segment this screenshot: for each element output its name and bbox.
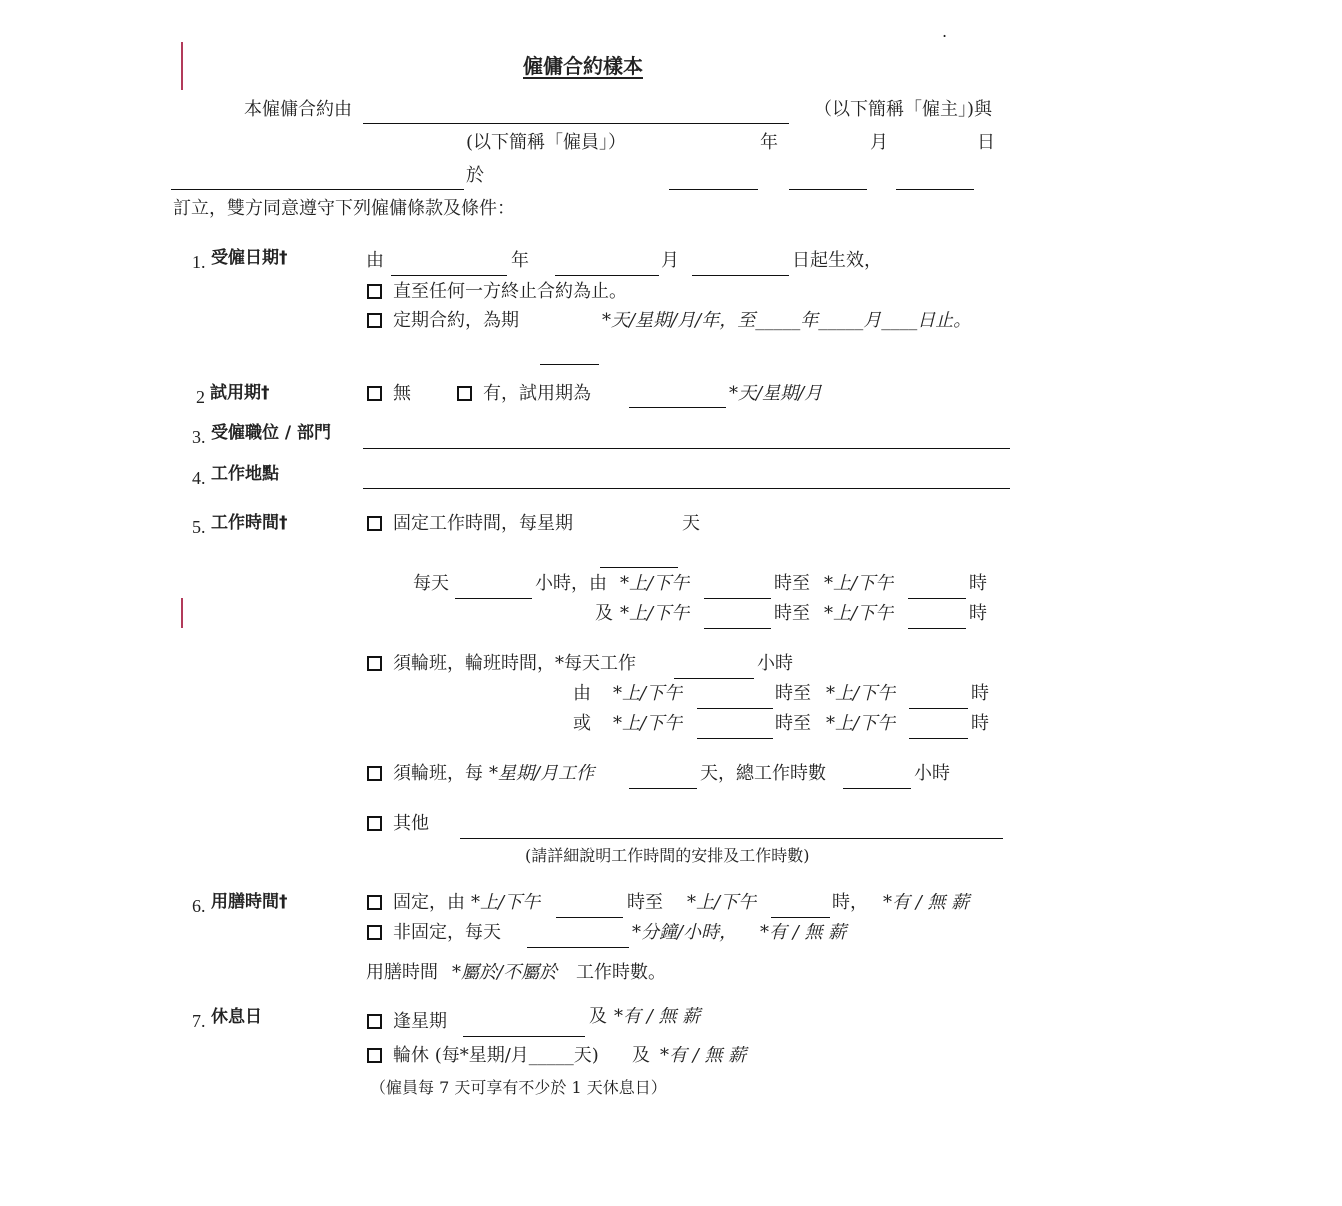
hour-label: 時: [971, 713, 989, 734]
meal-suffix: 工作時數。: [576, 962, 666, 983]
option-shift-daily: 須輪班，輪班時間，*每天工作: [393, 653, 636, 674]
daily-hours-field[interactable]: [455, 598, 532, 599]
start-hour-field-2[interactable]: [704, 628, 771, 629]
ampm-label: *上/下午: [687, 892, 757, 913]
days-per-week-field[interactable]: [600, 567, 678, 568]
days-label: 天: [682, 513, 700, 534]
meal-duration-field[interactable]: [527, 947, 629, 948]
hour-label: 時: [969, 573, 987, 594]
ampm-label: *上/下午: [613, 713, 683, 734]
day-field[interactable]: [896, 189, 974, 190]
month-label: 月: [661, 250, 679, 271]
section-label: 受僱日期†: [211, 248, 288, 268]
ampm-label: *上/下午: [620, 603, 690, 624]
shift-end-field-2[interactable]: [909, 738, 968, 739]
checkbox-until-terminated[interactable]: [367, 284, 382, 299]
meal-prefix: 用膳時間: [366, 962, 438, 983]
year-label: 年: [511, 250, 529, 271]
intro-prefix: 本僱傭合約由: [244, 99, 352, 120]
to-label: 時至: [774, 573, 810, 594]
start-year-field[interactable]: [391, 275, 507, 276]
section-number: 4.: [192, 468, 206, 488]
month-field[interactable]: [789, 189, 867, 190]
meal-end-field[interactable]: [771, 917, 830, 918]
section-label: 試用期†: [210, 383, 270, 403]
start-day-field[interactable]: [692, 275, 789, 276]
intro-agreement: 訂立，雙方同意遵守下列僱傭條款及條件：: [173, 198, 515, 219]
option-yes: 有，試用期為: [483, 383, 591, 404]
revision-mark: [181, 598, 183, 628]
start-hour-field[interactable]: [704, 598, 771, 599]
probation-unit: *天/星期/月: [729, 383, 823, 404]
to-label: 時至: [775, 683, 811, 704]
option-fixed-meal: 固定，由: [393, 892, 465, 913]
ampm-label: *上/下午: [826, 683, 896, 704]
option-fixed-hours: 固定工作時間，每星期: [393, 513, 573, 534]
shift-start-field[interactable]: [697, 708, 773, 709]
paid-option: *有 / 無 薪: [760, 922, 847, 943]
section-number: 5.: [192, 517, 206, 537]
probation-length-field[interactable]: [629, 407, 726, 408]
section-label: 工作地點: [211, 464, 279, 484]
end-hour-field-2[interactable]: [908, 628, 966, 629]
checkbox-shift-daily[interactable]: [367, 656, 382, 671]
and-label: 及: [632, 1045, 650, 1066]
paid-option: *有 / 無 薪: [614, 1006, 701, 1027]
from-label: 由: [366, 250, 384, 271]
at-label: 於: [466, 165, 484, 186]
option-nonfixed-meal: 非固定，每天: [393, 922, 501, 943]
section-label: 用膳時間†: [211, 892, 288, 912]
section-number: 6.: [192, 896, 206, 916]
other-hours-field[interactable]: [460, 838, 1003, 839]
start-month-field[interactable]: [555, 275, 659, 276]
option-rotating-rest: 輪休 (每*星期/月_____天): [393, 1045, 599, 1066]
or-label: 或: [573, 713, 591, 734]
fixed-term-units: *天/星期/月/年，至_____年_____月____日止。: [602, 310, 972, 331]
other-note: (請詳細說明工作時間的安排及工作時數): [525, 846, 810, 865]
year-label: 年: [760, 132, 778, 153]
hour-label: 時: [971, 683, 989, 704]
checkbox-nonfixed-meal[interactable]: [367, 925, 382, 940]
shift-start-field-2[interactable]: [697, 738, 773, 739]
checkbox-probation[interactable]: [457, 386, 472, 401]
day-label: 日: [977, 132, 995, 153]
shift-period-unit: *星期/月工作: [489, 763, 595, 784]
to-label: 時至: [775, 713, 811, 734]
hours-label: 小時: [757, 653, 793, 674]
option-fixed-term: 定期合約，為期: [393, 310, 519, 331]
checkbox-no-probation[interactable]: [367, 386, 382, 401]
to-label: 時至: [774, 603, 810, 624]
employer-note: （以下簡稱「僱主」)與: [814, 99, 993, 120]
to-label: 時至: [627, 892, 663, 913]
checkbox-fixed-hours[interactable]: [367, 516, 382, 531]
checkbox-shift-period[interactable]: [367, 766, 382, 781]
option-weekly-rest: 逢星期: [393, 1011, 447, 1032]
ampm-label: *上/下午: [471, 892, 541, 913]
total-hours-label: 天，總工作時數: [700, 763, 826, 784]
rest-day-field[interactable]: [463, 1036, 585, 1037]
checkbox-weekly-rest[interactable]: [367, 1014, 382, 1029]
checkbox-fixed-term[interactable]: [367, 313, 382, 328]
meal-start-field[interactable]: [556, 917, 623, 918]
paid-option: *有 / 無 薪: [883, 892, 970, 913]
shift-end-field[interactable]: [909, 708, 968, 709]
checkbox-fixed-meal[interactable]: [367, 895, 382, 910]
section-number: 3.: [192, 427, 206, 447]
page-dot: .: [942, 22, 948, 41]
option-until-terminated: 直至任何一方終止合約為止。: [393, 281, 627, 302]
year-field[interactable]: [669, 189, 758, 190]
checkbox-rotating-rest[interactable]: [367, 1048, 382, 1063]
hour-label: 時: [969, 603, 987, 624]
rest-note: （僱員每 7 天可享有不少於 1 天休息日）: [370, 1078, 667, 1097]
ampm-label: *上/下午: [824, 573, 894, 594]
shift-hours-field[interactable]: [674, 678, 754, 679]
from-label: 由: [573, 683, 591, 704]
meal-inclusion: *屬於/不屬於: [452, 962, 558, 983]
section-number: 2: [196, 387, 205, 407]
checkbox-other-hours[interactable]: [367, 816, 382, 831]
hours-label: 小時: [914, 763, 950, 784]
total-hours-field[interactable]: [843, 788, 911, 789]
option-shift-period: 須輪班，每: [393, 763, 483, 784]
section-label: 工作時間†: [211, 513, 288, 533]
ampm-label: *上/下午: [620, 573, 690, 594]
document-title: 僱傭合約樣本: [523, 54, 643, 78]
ampm-label: *上/下午: [824, 603, 894, 624]
employee-note: (以下簡稱「僱員」）: [466, 132, 627, 153]
section-number: 7.: [192, 1011, 206, 1031]
ampm-label: *上/下午: [613, 683, 683, 704]
hour-comma-label: 時，: [832, 892, 868, 913]
revision-mark: [181, 42, 183, 90]
and-label: 及: [589, 1006, 607, 1027]
employer-name-field[interactable]: [363, 123, 789, 124]
minutes-label: *分鐘/小時，: [632, 922, 738, 943]
option-no: 無: [393, 383, 411, 404]
section-label: 休息日: [211, 1007, 262, 1027]
position-field[interactable]: [363, 448, 1010, 449]
hours-from-label: 小時，由: [535, 573, 607, 594]
month-label: 月: [870, 132, 888, 153]
employee-name-field[interactable]: [171, 189, 464, 190]
work-location-field[interactable]: [363, 488, 1010, 489]
effective-label: 日起生效，: [792, 250, 882, 271]
ampm-label: *上/下午: [826, 713, 896, 734]
paid-option: *有 / 無 薪: [660, 1045, 747, 1066]
section-label: 受僱職位 / 部門: [211, 423, 332, 443]
and-label: 及: [595, 603, 613, 624]
daily-label: 每天: [413, 573, 449, 594]
section-number: 1.: [192, 252, 206, 272]
option-other: 其他: [393, 813, 429, 834]
end-hour-field[interactable]: [908, 598, 966, 599]
shift-days-field[interactable]: [629, 788, 697, 789]
term-length-field[interactable]: [540, 364, 599, 365]
